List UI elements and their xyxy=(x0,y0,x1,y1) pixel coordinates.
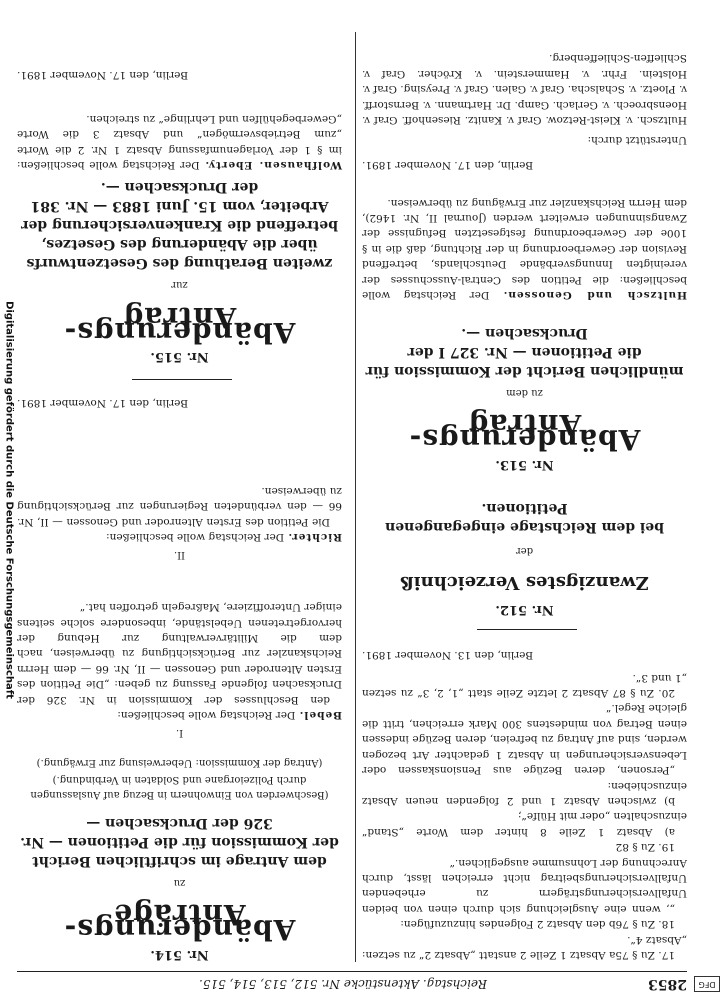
list-item: 20. Zu § 87 Absatz 2 letzte Zeile statt „1, 2, 3“ zu setzen „1 und 3“. xyxy=(362,671,687,700)
running-title: Reichstag. Aktenstücke Nr. 512, 513, 514, 515. xyxy=(199,977,487,991)
date-line: Berlin, den 17. November 1891. xyxy=(17,397,189,409)
list-item: a) Absatz 1 Zeile 8 hinter dem Worte „Stand“ einzuschalten „oder mit Hülfe“; xyxy=(362,810,687,838)
document-title: Abänderungs-Antrag xyxy=(408,407,641,456)
amendment-continuation xyxy=(362,669,687,962)
connector-word: zu dem xyxy=(506,387,543,398)
date-line: Berlin, den 13. November 1891. xyxy=(362,649,534,661)
connector-word: zu xyxy=(173,877,186,888)
motion-text xyxy=(362,194,687,302)
motion-text xyxy=(17,482,342,544)
document-reference: dem Antrage im schriftlichen Bericht der Kommission für die Petitionen — Nr. 326 der Drucksachen — xyxy=(20,815,339,869)
connector-word: der xyxy=(515,545,534,556)
divider xyxy=(477,629,577,630)
right-column xyxy=(17,12,342,962)
document-title: Abänderungs-Anträge xyxy=(63,897,296,946)
document-number: Nr. 515. xyxy=(150,349,209,364)
date-line: Berlin, den 17. November 1891. xyxy=(362,159,534,171)
connector-word: zur xyxy=(171,279,188,290)
motion-body: Der Reichstag wolle beschließen: im § 1 der Vorlagenumfassung Absatz 1 Nr. 2 die Worte „zum Betriebsvermögen“ und Absatz 3 die Worte „Gewerbegehülfen und Lehrlinge“ zu streichen. xyxy=(17,112,342,171)
list-item: 19. Zu § 82 xyxy=(615,841,675,854)
section-roman: II. xyxy=(173,549,186,560)
motion-body: Die Petition des Ersten Altenroder und Genossen — II, Nr. 66 — den verbündeten Regierungen zur Berücksichtigung zu überweisen. xyxy=(17,484,342,528)
motion-author: Hultzsch und Genossen. xyxy=(502,289,687,301)
motion-text xyxy=(17,110,342,172)
document-reference: mündlichen Bericht der Kommission für die Petitionen — Nr. 327 I der Drucksachen —. xyxy=(365,325,684,379)
page-number: 2853 xyxy=(648,976,687,992)
list-item: 18. Zu § 76b den Absatz 2 Folgendes hinzuzufügen: xyxy=(400,918,675,931)
digitization-note-text: Digitalisierung gefördert durch die Deutsche Forschungsgemeinschaft xyxy=(3,301,15,699)
motion-body: den Beschlusses der Kommission in Nr. 326 der Drucksachen folgende Fassung zu geben: „Die Petition des Ersten Altenroder und Genossen — II, Nr. 66 — dem Herrn Reichskanzler zur Berücksichtigung zu überweisen, nach dem die Militärverwaltung zur Hebung der hervorgetretenen Uebelstände, inbesondere solche seitens einiger Unteroffiziere, Maßregeln getroffen hat.“ xyxy=(17,601,342,706)
motion-author: Wolfhausen. Eberty. xyxy=(204,159,342,171)
document-reference: zweiten Berathung des Gesetzentwurfs über die Abänderung des Gesetzes, betreffend die Krankenversicherung der Arbeiter, vom 15. Juni 1883 — Nr. 381 der Drucksachen —. xyxy=(21,179,338,271)
document-number: Nr. 512. xyxy=(495,602,554,617)
page-header xyxy=(17,971,716,994)
document-subtitle: bei dem Reichstage eingegangenen Petitionen. xyxy=(385,500,664,535)
support-label: Unterstützt durch: xyxy=(587,134,687,146)
list-item: „Personen, deren Bezüge aus Pensionskassen oder Lebensversicherungen in Absatz 1 gedachter Art bezogen werden, sind auf Antrag zu befreien, deren Bezüge indessen einen Betrag von mindestens 300 Mark erreichen, tritt die gleiche Regel.“ xyxy=(362,702,687,777)
motion-text xyxy=(17,599,342,722)
supporters-list: Hultzsch. v. Kleist-Retzow. Graf v. Kanitz. Riesenhoff. Graf v. Hoensbroech. v. Gerlach. Gamp. Dr. Hartmann. v. Bernstorff. v. Ploetz. v. Schalscha. Graf v. Galen. Graf v. Preysing. Graf v. Holstein. Frhr. v. Hammerstein. v. Kröcher. Graf v. Schlieffen-Schlieffenberg. xyxy=(362,52,687,126)
left-column xyxy=(362,12,687,962)
list-item: b) zwischen Absatz 1 und 2 folgenden neuen Absatz einzuschieben: xyxy=(362,779,687,807)
list-item: 17. Zu § 75a Absatz 1 Zeile 2 anstatt „Absatz 2“ zu setzen: „Absatz 4“. xyxy=(362,933,687,961)
document-note: (Antrag der Kommission: Ueberweisung zur Erwägung.) xyxy=(36,757,323,768)
motion-lead: Der Reichstag wolle beschließen: xyxy=(117,709,296,721)
dfg-logo: DFG xyxy=(694,976,720,992)
motion-author: Bebel. xyxy=(298,709,342,721)
date-line: Berlin, den 17. November 1891. xyxy=(17,69,189,81)
motion-lead: Der Reichstag wolle beschließen: xyxy=(106,531,285,543)
motion-body: Der Reichstag wolle beschließen: die Petition des Central-Ausschusses der vereinigten Innungsverbände Deutschlands, betreffend Revision der Gewerbeordnung in der Richtung, daß die in § 100e der Gewerbeordnung festgesetzten Befugnisse der Zwangsinnungen erweitert werden (Journal II, Nr. 1462), dem Herrn Reichskanzler zur Erwägung zu überweisen. xyxy=(362,196,687,301)
divider xyxy=(132,379,232,380)
motion-author: Richter. xyxy=(287,531,342,543)
document-note: (Beschwerden von Einwohnern in Bezug auf Auslassungen durch Polizeiorgane und Soldaten in Verbindung.) xyxy=(30,773,329,800)
document-title: Zwanzigstes Verzeichniß xyxy=(400,572,649,593)
document-number: Nr. 514. xyxy=(150,947,209,962)
document-title: Abänderungs-Antrag xyxy=(63,300,296,349)
document-number: Nr. 513. xyxy=(495,457,554,472)
section-roman: I. xyxy=(175,727,184,738)
list-item: „, wenn eine Ausgleichung sich durch einen von beiden Unfallversicherungsträgern zu erhebenden Unfallversicherungsbeitrag nicht erreichen lässt, durch Anrechnung der Lohnsumme ausgeglichen.“ xyxy=(362,856,687,915)
